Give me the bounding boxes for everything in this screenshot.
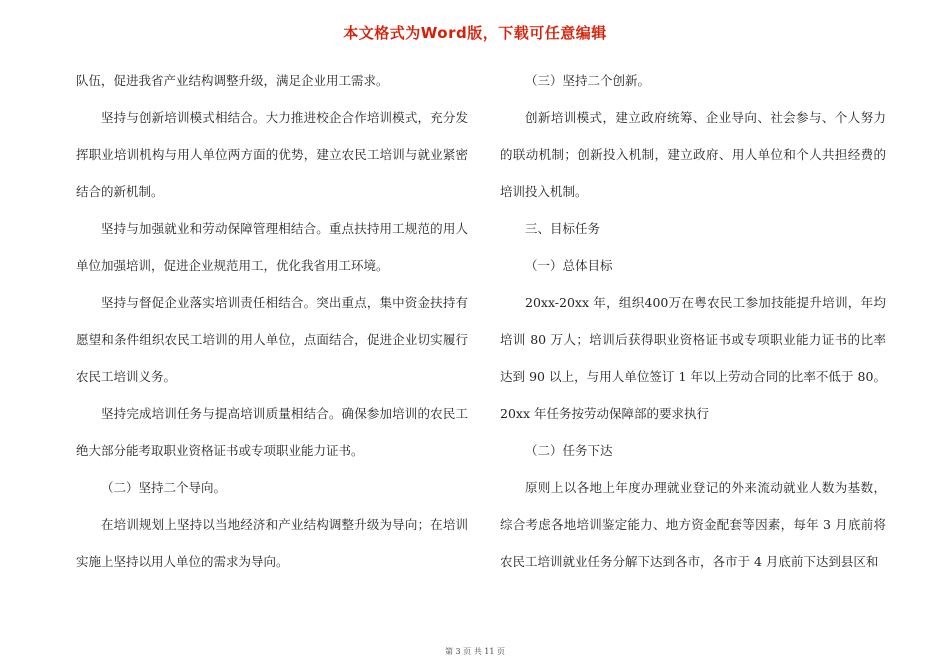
paragraph: 20xx-20xx 年，组织400万在粤农民工参加技能提升培训，年均培训 80 万人；培训后获得职业资格证书或专项职业能力证书的比率达到 90 以上，与用人单位签订 1 年以上劳动合同的比率不低于 80。20xx 年任务按劳动保障部的要求执行: [500, 295, 886, 421]
paragraph: 队伍，促进我省产业结构调整升级，满足企业用工需求。: [76, 73, 389, 88]
paragraph: 坚持完成培训任务与提高培训质量相结合。确保参加培训的农民工绝大部分能考取职业资格证书或专项职业能力证书。: [76, 406, 468, 458]
paragraph: 坚持与创新培训模式相结合。大力推进校企合作培训模式，充分发挥职业培训机构与用人单位两方面的优势，建立农民工培训与就业紧密结合的新机制。: [76, 110, 468, 199]
page-number: 第 3 页 共 11 页: [445, 647, 505, 656]
left-column: [76, 62, 468, 580]
paragraph: 坚持与加强就业和劳动保障管理相结合。重点扶持用工规范的用人单位加强培训，促进企业规范用工，优化我省用工环境。: [76, 221, 468, 273]
right-column: [500, 62, 886, 580]
paragraph: 在培训规划上坚持以当地经济和产业结构调整升级为导向；在培训实施上坚持以用人单位的需求为导向。: [76, 517, 468, 569]
section-heading: （一）总体目标: [525, 258, 613, 273]
paragraph: 坚持与督促企业落实培训责任相结合。突出重点，集中资金扶持有愿望和条件组织农民工培训的用人单位，点面结合，促进企业切实履行农民工培训义务。: [76, 295, 468, 384]
section-heading: 三、目标任务: [525, 221, 601, 236]
section-heading: （二）坚持二个导向。: [101, 480, 227, 495]
paragraph: 原则上以各地上年度办理就业登记的外来流动就业人数为基数，综合考虑各地培训鉴定能力、地方资金配套等因素，每年 3 月底前将农民工培训就业任务分解下达到各市，各市于 4 月底前下达到县区和: [500, 480, 886, 569]
paragraph: 创新培训模式，建立政府统筹、企业导向、社会参与、个人努力的联动机制；创新投入机制，建立政府、用人单位和个人共担经费的培训投入机制。: [500, 110, 886, 199]
section-heading: （二）任务下达: [525, 443, 613, 458]
section-heading: （三）坚持二个创新。: [525, 73, 651, 88]
format-banner: 本文格式为Word版，下载可任意编辑: [343, 24, 607, 42]
